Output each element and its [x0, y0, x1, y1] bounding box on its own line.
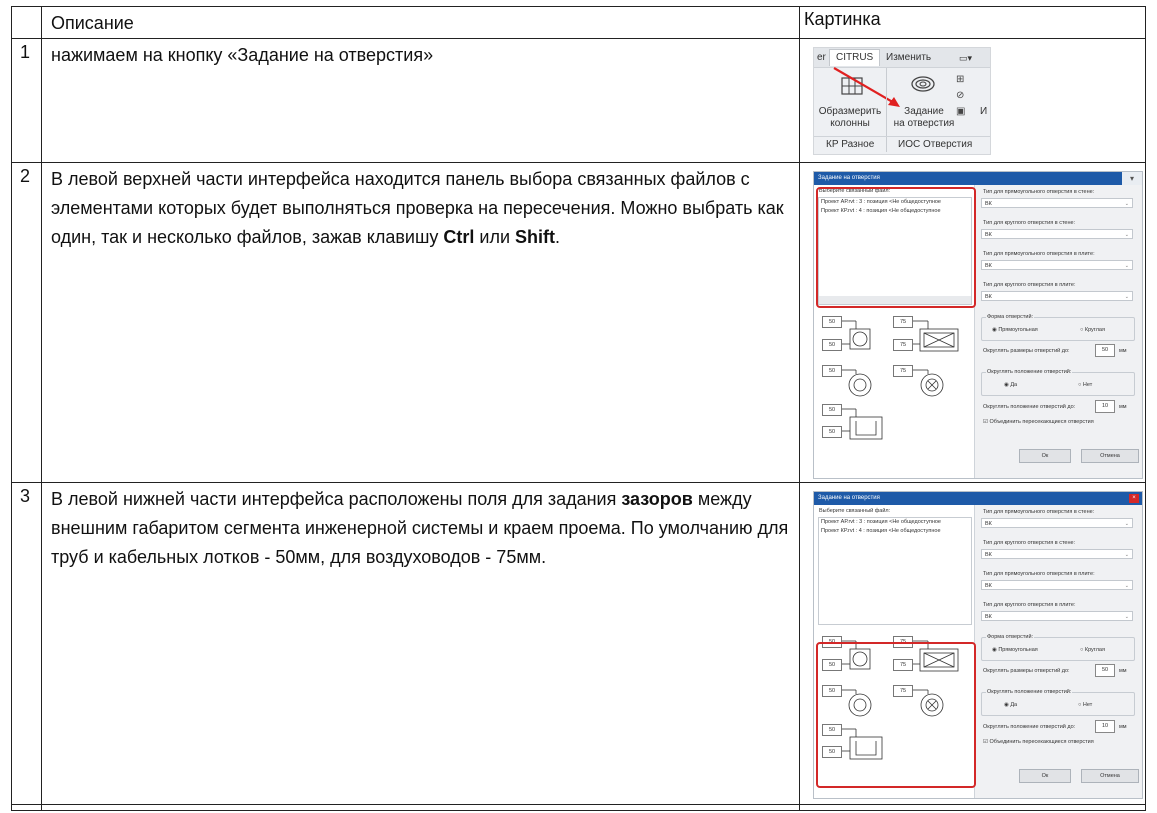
columns-label-2: колонны [830, 118, 870, 129]
shape-rect-label: Прямоугольная [998, 327, 1038, 333]
type-round-wall-select[interactable] [981, 229, 1133, 239]
desc-text: между внешним габаритом сегмента инженерной системы и краем проема. По умолчанию для труб и кабельных лотков - 50мм, для воздуховодов - 75мм. [51, 489, 789, 567]
chevron-down-icon: ⌄ [1124, 263, 1129, 269]
table-row [12, 39, 1146, 163]
select-value: ВК [985, 614, 992, 620]
gap-diagrams-inner [814, 307, 974, 477]
header-picture: Картинка [800, 7, 1146, 39]
columns-button[interactable] [818, 106, 882, 130]
dialog-titlebar [814, 172, 1142, 185]
gap-field[interactable]: 75 [893, 659, 913, 671]
gap-field[interactable]: 50 [822, 316, 842, 328]
linked-files-list[interactable] [818, 517, 972, 625]
gap-field[interactable]: 50 [822, 685, 842, 697]
select-value: ВК [985, 263, 992, 269]
desc-text: В левой нижней части интерфейса расположены поля для задания [51, 489, 622, 509]
shape-group [981, 314, 1135, 341]
type-round-wall-label: Тип для круглого отверстия в стене: [983, 220, 1076, 226]
row-description [42, 483, 800, 805]
table-row [12, 805, 1146, 811]
shape-round-label: Круглая [1084, 327, 1105, 333]
shape-rect-radio[interactable]: ◉ Прямоугольная [992, 327, 1038, 333]
round-size-input[interactable]: 50 [1095, 344, 1115, 357]
list-item[interactable]: Проект АР.rvt : 3 : позиция <Не общедоступное [821, 199, 941, 205]
chevron-down-icon: ⌄ [1124, 552, 1129, 558]
panel-icon[interactable]: ▣ [956, 106, 966, 117]
tab-prev[interactable]: er [817, 52, 826, 63]
type-round-wall-select[interactable] [981, 549, 1133, 559]
merge-label: Объединить пересекающиеся отверстия [989, 419, 1094, 425]
header-description: Описание [42, 7, 800, 39]
pipe-icon [853, 332, 867, 346]
row-picture [800, 163, 1146, 483]
header-num [12, 7, 42, 39]
desc-bold-shift: Shift [515, 227, 556, 247]
shape-group [981, 634, 1135, 661]
chevron-down-icon: ⌄ [1124, 614, 1129, 620]
yes-radio[interactable]: ◉ Да [1004, 382, 1018, 388]
gap-field[interactable]: 50 [822, 659, 842, 671]
round-size-input[interactable]: 50 [1095, 664, 1115, 677]
type-rect-slab-select[interactable] [981, 260, 1133, 270]
grid-icon[interactable]: ⊞ [956, 74, 965, 85]
row-number [12, 805, 42, 811]
round-pos-group [981, 689, 1135, 716]
row-description [42, 163, 800, 483]
type-rect-slab-label: Тип для прямоугольного отверстия в плите: [983, 251, 1095, 257]
ok-button[interactable]: Ок [1019, 769, 1071, 783]
tab-modify[interactable]: Изменить [886, 52, 932, 63]
dialog-title: Задание на отверстия [818, 495, 880, 501]
type-rect-wall-select[interactable] [981, 518, 1133, 528]
ribbon-options-icon[interactable]: ▭▾ [959, 53, 973, 63]
no-label: Нет [1082, 382, 1093, 388]
row-description: нажимаем на кнопку «Задание на отверстия» [42, 39, 800, 163]
ok-button[interactable]: Ок [1019, 449, 1071, 463]
shape-rect-radio[interactable]: ◉ Прямоугольная [992, 647, 1038, 653]
cancel-button[interactable]: Отмена [1081, 769, 1139, 783]
chevron-down-icon: ⌄ [1124, 232, 1129, 238]
tab-citrus[interactable]: CITRUS [829, 49, 880, 66]
shape-round-label: Круглая [1084, 647, 1105, 653]
desc-bold-ctrl: Ctrl [443, 227, 475, 247]
gap-field[interactable]: 50 [822, 404, 842, 416]
gap-field[interactable]: 50 [822, 426, 842, 438]
select-value: ВК [985, 232, 992, 238]
side-icons [956, 72, 965, 120]
round-pos-label: Округлять положение отверстий: [987, 369, 1072, 375]
list-item[interactable]: Проект КР.rvt : 4 : позиция <Не общедоступное [821, 208, 941, 214]
gap-field[interactable]: 75 [893, 636, 913, 648]
files-label: Выберите связанный файл: [819, 508, 891, 514]
type-rect-wall-label: Тип для прямоугольного отверстия в стене: [983, 189, 1095, 195]
unit-label: мм [1119, 404, 1127, 410]
table-header-row [12, 7, 1146, 39]
openings-label-1: Задание [904, 106, 944, 117]
row-picture [800, 39, 1146, 163]
table-row [12, 163, 1146, 483]
round-size-label: Округлять размеры отверстий до: [983, 348, 1070, 354]
row-picture [800, 483, 1146, 805]
row-number: 1 [12, 39, 42, 163]
tray-opening-icon [850, 417, 882, 439]
yes-label: Да [1010, 702, 1018, 708]
row-number: 3 [12, 483, 42, 805]
shape-label: Форма отверстий: [987, 634, 1034, 640]
gap-field[interactable]: 50 [822, 724, 842, 736]
yes-label: Да [1010, 382, 1018, 388]
highlight-frame [816, 642, 976, 788]
gap-field[interactable]: 75 [893, 339, 913, 351]
openings-icon [910, 72, 936, 96]
gap-field[interactable]: 75 [893, 365, 913, 377]
desc-text: . [555, 227, 561, 247]
highlight-frame [816, 187, 976, 308]
dialog-screenshot [813, 171, 1143, 479]
round-pos-to-label: Округлять положение отверстий до: [983, 724, 1076, 730]
type-round-slab-select[interactable] [981, 611, 1133, 621]
round-pos-input[interactable]: 10 [1095, 400, 1115, 413]
unit-label: мм [1119, 724, 1127, 730]
panel-ios-label: ИОС Отверстия [898, 139, 973, 150]
yes-radio[interactable]: ◉ Да [1004, 702, 1018, 708]
files-label: Выберите связанный файл: [819, 188, 891, 194]
pipe-round-opening-icon [849, 374, 871, 396]
dropdown-arrow-icon[interactable]: ▾ [1122, 172, 1142, 185]
row-description [42, 805, 800, 811]
shape-rect-label: Прямоугольная [998, 647, 1038, 653]
chevron-down-icon: ⌄ [1124, 521, 1129, 527]
type-round-wall-label: Тип для круглого отверстия в стене: [983, 540, 1076, 546]
select-value: ВК [985, 552, 992, 558]
gap-field[interactable]: 75 [893, 316, 913, 328]
cut-label: И [980, 106, 988, 117]
no-radio[interactable]: ○ Нет [1078, 382, 1093, 388]
close-icon[interactable]: × [1129, 494, 1139, 503]
gap-field[interactable]: 50 [822, 365, 842, 377]
type-round-slab-label: Тип для круглого отверстия в плите: [983, 602, 1076, 608]
gap-field[interactable]: 50 [822, 339, 842, 351]
type-rect-wall-select[interactable] [981, 198, 1133, 208]
merge-checkbox[interactable]: ☑ Объединить пересекающиеся отверстия [983, 419, 1094, 425]
columns-label-1: Образмерить [818, 106, 882, 117]
round-pos-label: Округлять положение отверстий: [987, 689, 1072, 695]
type-rect-slab-label: Тип для прямоугольного отверстия в плите: [983, 571, 1095, 577]
no-label: Нет [1082, 702, 1093, 708]
type-rect-wall-label: Тип для прямоугольного отверстия в стене: [983, 509, 1095, 515]
table-row [12, 483, 1146, 805]
type-rect-slab-select[interactable] [981, 580, 1133, 590]
round-pos-group [981, 369, 1135, 396]
dialog-right-pane [975, 505, 1142, 798]
chevron-down-icon: ⌄ [1124, 294, 1129, 300]
desc-text: или [474, 227, 516, 247]
shape-round-radio[interactable]: ○ Круглая [1080, 327, 1105, 333]
eye-icon[interactable]: ⊘ [956, 90, 965, 101]
dialog-titlebar [814, 492, 1142, 505]
chevron-down-icon: ⌄ [1124, 201, 1129, 207]
no-radio[interactable]: ○ Нет [1078, 702, 1093, 708]
ribbon-separator [886, 68, 887, 152]
dialog-right-pane [975, 185, 1142, 478]
gap-field[interactable]: 50 [822, 636, 842, 648]
round-pos-to-label: Округлять положение отверстий до: [983, 404, 1076, 410]
row-picture [800, 805, 1146, 811]
dialog-title: Задание на отверстия [818, 175, 880, 181]
unit-label: мм [1119, 668, 1127, 674]
list-item[interactable]: Проект КР.rvt : 4 : позиция <Не общедоступное [821, 528, 941, 534]
round-size-label: Округлять размеры отверстий до: [983, 668, 1070, 674]
type-round-slab-select[interactable] [981, 291, 1133, 301]
panel-kr-label: КР Разное [826, 139, 875, 150]
cancel-button[interactable]: Отмена [1081, 449, 1139, 463]
select-value: ВК [985, 201, 992, 207]
gap-field[interactable]: 75 [893, 685, 913, 697]
shape-label: Форма отверстий: [987, 314, 1034, 320]
merge-label: Объединить пересекающиеся отверстия [989, 739, 1094, 745]
gap-field[interactable]: 50 [822, 746, 842, 758]
round-pos-input[interactable]: 10 [1095, 720, 1115, 733]
select-value: ВК [985, 294, 992, 300]
select-value: ВК [985, 521, 992, 527]
type-round-slab-label: Тип для круглого отверстия в плите: [983, 282, 1076, 288]
chevron-down-icon: ⌄ [1124, 583, 1129, 589]
desc-bold-gaps: зазоров [621, 489, 693, 509]
shape-round-radio[interactable]: ○ Круглая [1080, 647, 1105, 653]
merge-checkbox[interactable]: ☑ Объединить пересекающиеся отверстия [983, 739, 1094, 745]
list-item[interactable]: Проект АР.rvt : 3 : позиция <Не общедоступное [821, 519, 941, 525]
dialog-screenshot [813, 491, 1143, 799]
instruction-table [11, 6, 1146, 811]
gap-drawings [814, 307, 974, 477]
unit-label: мм [1119, 348, 1127, 354]
ribbon-screenshot [813, 47, 991, 155]
desc-text: В левой верхней части интерфейса находится панель выбора связанных файлов с элементами которых будет выполняться проверка на пересечения. Можно выбрать как один, так и несколько файлов, зажав клавишу [51, 169, 784, 247]
row-number: 2 [12, 163, 42, 483]
openings-label-2: на отверстия [893, 118, 955, 129]
openings-button[interactable] [892, 106, 956, 130]
select-value: ВК [985, 583, 992, 589]
